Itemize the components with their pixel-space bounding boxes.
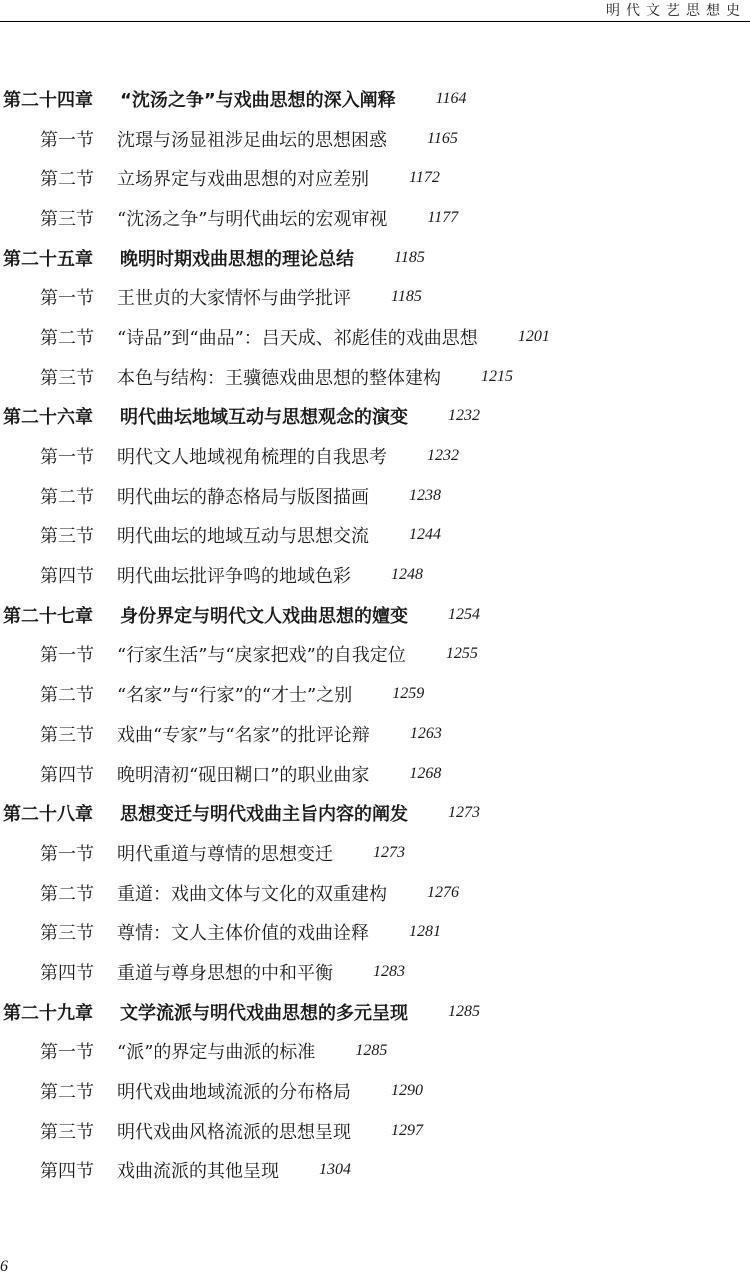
page-reference: 1255 xyxy=(445,645,478,663)
page-reference: 1164 xyxy=(435,89,467,107)
toc-chapter-row xyxy=(0,238,750,278)
page-reference: 1185 xyxy=(394,248,425,266)
toc-section-row xyxy=(0,357,750,397)
chapter-number: 第二十八章 xyxy=(3,804,93,826)
page-reference: 1283 xyxy=(373,962,405,980)
page-reference: 1232 xyxy=(427,447,459,465)
page-reference: 1232 xyxy=(448,407,480,425)
section-title: 明代曲坛批评争鸣的地域色彩 xyxy=(117,566,351,588)
section-title: “行家生活”与“戾家把戏”的自我定位 xyxy=(117,645,406,667)
header-rule xyxy=(0,21,750,22)
chapter-title: 晚明时期戏曲思想的理论总结 xyxy=(120,248,354,270)
section-number: 第一节 xyxy=(40,1042,94,1064)
page-reference: 1276 xyxy=(427,883,459,901)
chapter-number: 第二十四章 xyxy=(3,89,93,111)
page-reference: 1273 xyxy=(448,804,480,822)
section-title: 明代文人地域视角梳理的自我思考 xyxy=(117,447,387,469)
chapter-title: 明代曲坛地域互动与思想观念的演变 xyxy=(120,407,408,429)
section-title: 重道与尊身思想的中和平衡 xyxy=(117,962,333,984)
section-title: 王世贞的大家情怀与曲学批评 xyxy=(117,288,351,310)
toc-section-row xyxy=(0,158,750,198)
section-title: 明代曲坛的地域互动与思想交流 xyxy=(117,526,369,548)
page-reference: 1285 xyxy=(448,1002,480,1020)
section-title: 沈璟与汤显祖涉足曲坛的思想困惑 xyxy=(117,129,387,151)
toc-chapter-row xyxy=(0,397,750,437)
toc-section-row xyxy=(0,1111,750,1151)
toc-section-row xyxy=(0,952,750,992)
toc-section-row xyxy=(0,119,750,159)
section-number: 第二节 xyxy=(40,486,94,508)
toc-section-row xyxy=(0,674,750,714)
section-number: 第一节 xyxy=(40,129,94,151)
page-reference: 1285 xyxy=(355,1042,388,1060)
page-reference: 1297 xyxy=(391,1121,423,1139)
page-reference: 1290 xyxy=(391,1082,423,1100)
toc-section-row xyxy=(0,1032,750,1072)
page-reference: 1165 xyxy=(427,129,458,147)
page-reference: 1268 xyxy=(409,764,442,782)
section-title: 本色与结构：王骥德戏曲思想的整体建构 xyxy=(117,367,441,389)
section-number: 第四节 xyxy=(40,962,94,984)
section-number: 第一节 xyxy=(40,288,94,310)
chapter-title: “沈汤之争”与戏曲思想的深入阐释 xyxy=(120,89,396,111)
section-number: 第三节 xyxy=(40,208,94,230)
section-title: 明代重道与尊情的思想变迁 xyxy=(117,843,333,865)
toc-section-row xyxy=(0,516,750,556)
page-reference: 1238 xyxy=(409,486,441,504)
page-reference: 1281 xyxy=(409,923,441,941)
section-number: 第一节 xyxy=(40,843,94,865)
section-title: “沈汤之争”与明代曲坛的宏观审视 xyxy=(117,208,388,230)
page-reference: 1259 xyxy=(392,685,425,703)
page-reference: 1273 xyxy=(373,843,405,861)
section-title: 戏曲“专家”与“名家”的批评论辩 xyxy=(117,724,370,746)
chapter-number: 第二十七章 xyxy=(3,605,93,627)
chapter-title: 文学流派与明代戏曲思想的多元呈现 xyxy=(120,1002,408,1024)
running-head: 明代文艺思想史 xyxy=(606,3,746,19)
toc-section-row xyxy=(0,277,750,317)
toc-section-row xyxy=(0,1071,750,1111)
section-number: 第一节 xyxy=(40,645,94,667)
toc-section-row xyxy=(0,317,750,357)
page-reference: 1215 xyxy=(481,367,513,385)
toc-chapter-row xyxy=(0,992,750,1032)
table-of-contents xyxy=(0,79,750,1190)
page-reference: 1244 xyxy=(409,526,441,544)
toc-section-row xyxy=(0,436,750,476)
toc-chapter-row xyxy=(0,793,750,833)
section-number: 第二节 xyxy=(40,685,94,707)
page-reference: 1248 xyxy=(391,566,423,584)
toc-section-row xyxy=(0,754,750,794)
section-title: “名家”与“行家”的“才士”之别 xyxy=(117,685,353,707)
toc-section-row xyxy=(0,555,750,595)
toc-section-row xyxy=(0,198,750,238)
section-title: “派”的界定与曲派的标准 xyxy=(117,1042,316,1064)
chapter-number: 第二十五章 xyxy=(3,248,93,270)
toc-section-row xyxy=(0,635,750,675)
section-title: 明代戏曲风格流派的思想呈现 xyxy=(117,1121,351,1143)
section-number: 第二节 xyxy=(40,327,94,349)
chapter-number: 第二十六章 xyxy=(3,407,93,429)
page-reference: 1254 xyxy=(448,605,480,623)
page-reference: 1201 xyxy=(517,327,550,345)
toc-section-row xyxy=(0,714,750,754)
section-number: 第三节 xyxy=(40,724,94,746)
section-title: “诗品”到“曲品”：吕天成、祁彪佳的戏曲思想 xyxy=(117,327,478,349)
section-number: 第三节 xyxy=(40,367,94,389)
section-number: 第三节 xyxy=(40,923,94,945)
section-number: 第二节 xyxy=(40,1082,94,1104)
toc-chapter-row xyxy=(0,595,750,635)
section-number: 第四节 xyxy=(40,566,94,588)
section-title: 戏曲流派的其他呈现 xyxy=(117,1161,279,1183)
page-reference: 1172 xyxy=(409,169,440,187)
page-reference: 1185 xyxy=(391,288,422,306)
section-number: 第四节 xyxy=(40,764,94,786)
section-number: 第一节 xyxy=(40,447,94,469)
page-number: 6 xyxy=(0,1258,8,1275)
section-number: 第二节 xyxy=(40,883,94,905)
chapter-title: 身份界定与明代文人戏曲思想的嬗变 xyxy=(120,605,408,627)
toc-section-row xyxy=(0,873,750,913)
toc-section-row xyxy=(0,1151,750,1191)
page-reference: 1304 xyxy=(319,1161,351,1179)
section-title: 立场界定与戏曲思想的对应差别 xyxy=(117,169,369,191)
toc-section-row xyxy=(0,476,750,516)
toc-section-row xyxy=(0,912,750,952)
toc-chapter-row xyxy=(0,79,750,119)
section-title: 明代曲坛的静态格局与版图描画 xyxy=(117,486,369,508)
section-title: 重道：戏曲文体与文化的双重建构 xyxy=(117,883,387,905)
toc-section-row xyxy=(0,833,750,873)
chapter-title: 思想变迁与明代戏曲主旨内容的阐发 xyxy=(120,804,408,826)
page-reference: 1263 xyxy=(409,724,442,742)
page-reference: 1177 xyxy=(427,208,459,226)
section-number: 第三节 xyxy=(40,526,94,548)
chapter-number: 第二十九章 xyxy=(3,1002,93,1024)
section-number: 第二节 xyxy=(40,169,94,191)
section-title: 尊情：文人主体价值的戏曲诠释 xyxy=(117,923,369,945)
section-number: 第三节 xyxy=(40,1121,94,1143)
section-number: 第四节 xyxy=(40,1161,94,1183)
section-title: 明代戏曲地域流派的分布格局 xyxy=(117,1082,351,1104)
section-title: 晚明清初“砚田糊口”的职业曲家 xyxy=(117,764,370,786)
